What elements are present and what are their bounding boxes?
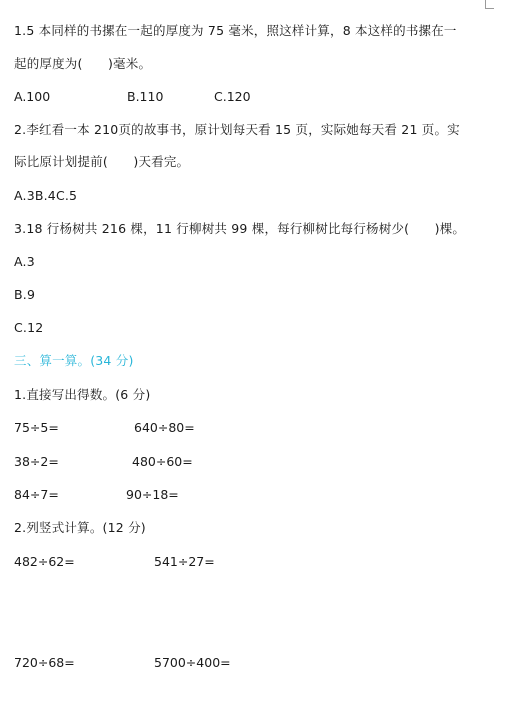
q2-options: A.3B.4C.5 xyxy=(14,188,78,203)
q1-line-1: 1.5 本同样的书摞在一起的厚度为 75 毫米，照这样计算，8 本这样的书摞在一 xyxy=(14,23,457,38)
q3-option-a: A.3 xyxy=(14,254,35,269)
q3-option-c: C.12 xyxy=(14,320,44,335)
q1-option-b: B.110 xyxy=(127,89,164,104)
q2-line-1: 2.李红看一本 210页的故事书，原计划每天看 15 页，实际她每天看 21 页。实 xyxy=(14,122,460,137)
calc-item: 75÷5= xyxy=(14,420,59,435)
calc-item: 640÷80= xyxy=(134,420,195,435)
calc-item: 5700÷400= xyxy=(154,655,231,670)
calc-item: 482÷62= xyxy=(14,554,75,569)
q2-line-2: 际比原计划提前( )天看完。 xyxy=(14,154,190,169)
part-2-title: 2.列竖式计算。(12 分) xyxy=(14,520,146,535)
page-corner-mark xyxy=(485,0,494,9)
calc-item: 541÷27= xyxy=(154,554,215,569)
part-1-title: 1.直接写出得数。(6 分) xyxy=(14,387,151,402)
calc-item: 90÷18= xyxy=(126,487,179,502)
calc-item: 480÷60= xyxy=(132,454,193,469)
calc-item: 84÷7= xyxy=(14,487,59,502)
q1-option-c: C.120 xyxy=(214,89,251,104)
section-3-heading: 三、算一算。(34 分) xyxy=(14,353,134,368)
calc-item: 720÷68= xyxy=(14,655,75,670)
q3-line-1: 3.18 行杨树共 216 棵，11 行柳树共 99 棵，每行柳树比每行杨树少( )棵。 xyxy=(14,221,466,236)
q3-option-b: B.9 xyxy=(14,287,36,302)
q1-option-a: A.100 xyxy=(14,89,51,104)
calc-item: 38÷2= xyxy=(14,454,59,469)
q1-line-2: 起的厚度为( )毫米。 xyxy=(14,56,152,71)
